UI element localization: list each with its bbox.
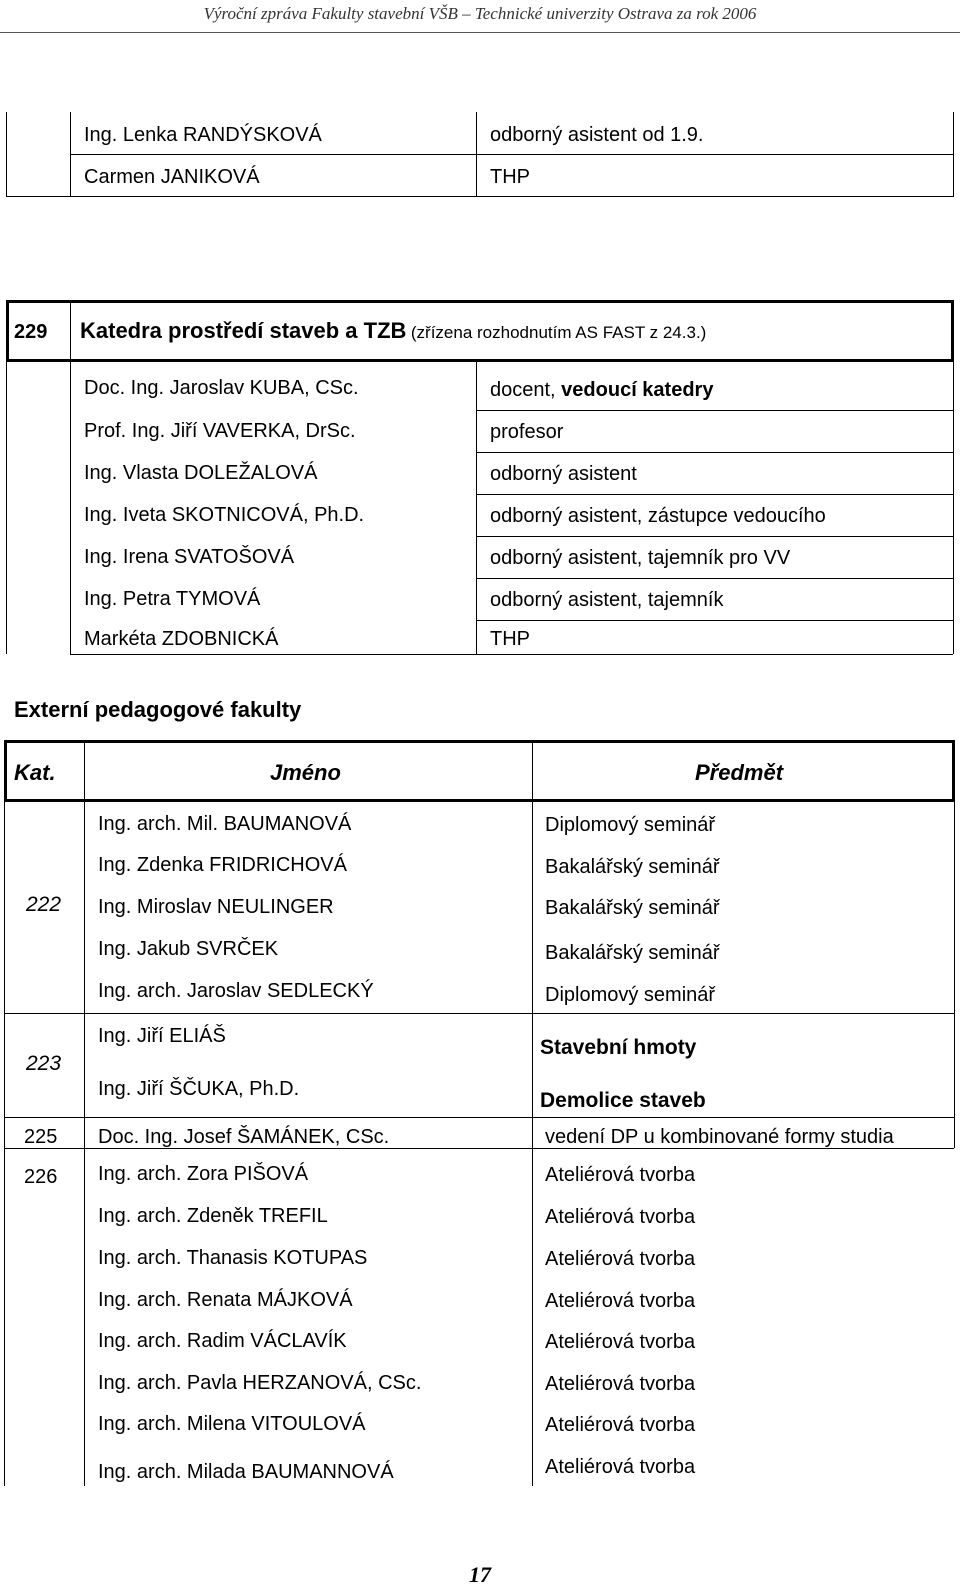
kat-number: 225 — [24, 1126, 58, 1148]
teacher-subject: Ateliérová tvorba — [545, 1456, 696, 1478]
teacher-subject: Ateliérová tvorba — [545, 1206, 696, 1228]
staff-role: odborný asistent — [490, 463, 637, 485]
teacher-subject: Demolice staveb — [540, 1089, 706, 1112]
staff-role-text: docent, — [490, 379, 562, 401]
report-header: Výroční zpráva Fakulty stavební VŠB – Technické univerzity Ostrava za rok 2006 — [203, 4, 757, 23]
staff-role: profesor — [490, 421, 564, 443]
column-header-name: Jméno — [270, 760, 341, 785]
staff-name: Ing. Vlasta DOLEŽALOVÁ — [84, 462, 318, 484]
teacher-name: Ing. arch. Pavla HERZANOVÁ, CSc. — [98, 1372, 422, 1394]
teacher-subject: Bakalářský seminář — [545, 897, 720, 919]
teacher-name: Ing. arch. Milada BAUMANNOVÁ — [98, 1461, 394, 1483]
teacher-subject: Stavební hmoty — [540, 1036, 697, 1059]
department-title-block — [80, 318, 706, 344]
staff-name: Markéta ZDOBNICKÁ — [84, 628, 279, 650]
column-header-subject: Předmět — [695, 760, 784, 785]
staff-role-bold: vedoucí katedry — [561, 379, 714, 401]
teacher-subject: Ateliérová tvorba — [545, 1331, 696, 1353]
teacher-name: Ing. Jiří ŠČUKA, Ph.D. — [98, 1078, 300, 1100]
staff-role: odborný asistent, zástupce vedoucího — [490, 505, 826, 527]
teacher-name: Ing. arch. Milena VITOULOVÁ — [98, 1413, 366, 1435]
staff-role: odborný asistent, tajemník pro VV — [490, 547, 791, 569]
teacher-subject: vedení DP u kombinované formy studia — [545, 1126, 894, 1148]
teacher-name: Ing. arch. Thanasis KOTUPAS — [98, 1247, 368, 1269]
staff-role: odborný asistent od 1.9. — [490, 124, 704, 146]
teacher-name: Doc. Ing. Josef ŠAMÁNEK, CSc. — [98, 1126, 390, 1148]
staff-role: THP — [490, 166, 530, 188]
staff-role: odborný asistent, tajemník — [490, 589, 724, 611]
teacher-subject: Ateliérová tvorba — [545, 1290, 696, 1312]
teacher-subject: Bakalářský seminář — [545, 856, 720, 878]
staff-name: Carmen JANIKOVÁ — [84, 166, 260, 188]
teacher-subject: Diplomový seminář — [545, 814, 716, 836]
teacher-subject: Ateliérová tvorba — [545, 1248, 696, 1270]
page-number: 17 — [469, 1562, 491, 1587]
staff-role — [490, 379, 713, 402]
teacher-name: Ing. arch. Renata MÁJKOVÁ — [98, 1289, 353, 1311]
teacher-name: Ing. Jiří ELIÁŠ — [98, 1025, 226, 1047]
teacher-subject: Diplomový seminář — [545, 984, 716, 1006]
teacher-name: Ing. Zdenka FRIDRICHOVÁ — [98, 854, 347, 876]
teacher-subject: Ateliérová tvorba — [545, 1164, 696, 1186]
kat-number: 222 — [26, 893, 62, 916]
staff-name: Ing. Iveta SKOTNICOVÁ, Ph.D. — [84, 504, 365, 526]
staff-name: Ing. Lenka RANDÝSKOVÁ — [84, 124, 322, 146]
teacher-subject: Ateliérová tvorba — [545, 1414, 696, 1436]
header-divider — [0, 32, 960, 33]
teacher-name: Ing. arch. Mil. BAUMANOVÁ — [98, 813, 352, 835]
kat-number: 223 — [26, 1052, 62, 1075]
staff-name: Doc. Ing. Jaroslav KUBA, CSc. — [84, 377, 359, 399]
department-number: 229 — [14, 321, 48, 343]
teacher-name: Ing. arch. Zdeněk TREFIL — [98, 1205, 328, 1227]
teacher-name: Ing. Miroslav NEULINGER — [98, 896, 334, 918]
column-header-kat: Kat. — [14, 760, 56, 785]
staff-role: THP — [490, 628, 530, 650]
staff-name: Ing. Irena SVATOŠOVÁ — [84, 546, 295, 568]
department-title: Katedra prostředí staveb a TZB — [80, 318, 407, 343]
teacher-subject: Bakalářský seminář — [545, 942, 720, 964]
teacher-name: Ing. arch. Radim VÁCLAVÍK — [98, 1330, 347, 1352]
teacher-name: Ing. arch. Jaroslav SEDLECKÝ — [98, 980, 374, 1002]
kat-number: 226 — [24, 1166, 58, 1188]
teacher-name: Ing. Jakub SVRČEK — [98, 938, 279, 960]
department-note: (zřízena rozhodnutím AS FAST z 24.3.) — [410, 323, 707, 342]
teacher-name: Ing. arch. Zora PIŠOVÁ — [98, 1163, 309, 1185]
staff-name: Prof. Ing. Jiří VAVERKA, DrSc. — [84, 420, 356, 442]
teacher-subject: Ateliérová tvorba — [545, 1373, 696, 1395]
section-heading: Externí pedagogové fakulty — [14, 697, 302, 722]
staff-name: Ing. Petra TYMOVÁ — [84, 588, 261, 610]
